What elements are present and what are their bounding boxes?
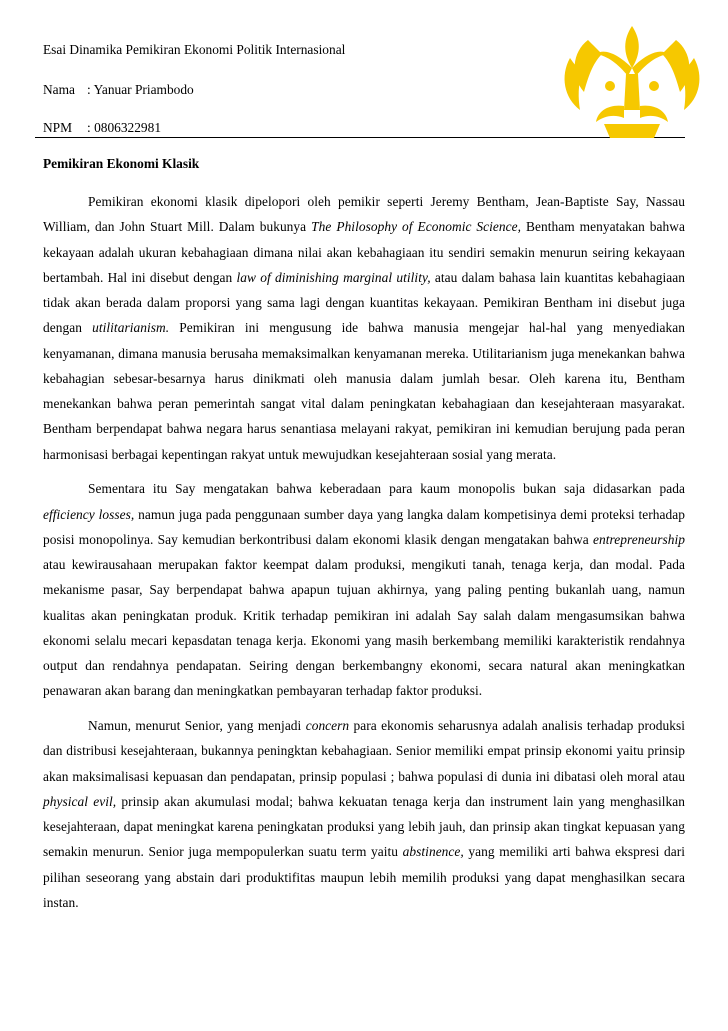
name-value: : Yanuar Priambodo [87,82,194,97]
italic-term: concern [305,718,350,733]
student-npm-line [43,120,161,136]
section-heading: Pemikiran Ekonomi Klasik [43,156,200,171]
paragraph-text: Namun, menurut Senior, yang menjadi [88,718,306,733]
paragraph-text: para ekonomis seharusnya adalah analisis terhadap produksi dan distribusi kesejahteraan, bukannya peningktan kebahagiaan. Senior memiliki empat prinsip ekonomi yaitu prinsip akan maksimalisasi kepuasan dan pendapatan, prinsip populasi ; bahwa populasi di dunia ini dibatasi oleh moral atau [43,718,685,784]
student-name-line [43,82,194,98]
paragraph-text: prinsip akan akumulasi modal; bahwa kekuatan tenaga kerja dan instrument lain yang menghasilkan kesejahteraan, dapat meningkat karena peningkatan produksi yang lebih jauh, dan prinsip akan tingkat kepuasan yang semakin menurun. Senior juga mempopulerkan suatu term yaitu [43,793,685,860]
paragraph-text: yang memiliki arti bahwa ekspresi dari pilihan seseorang yang abstain dari produktifitas maupun lebih memilih produksi yang dapat menghasilkan secara instan. [43,844,685,910]
italic-term: abstinence, [402,844,464,860]
paragraph-text: Pemikiran ekonomi klasik dipelopori oleh pemikir seperti Jeremy Bentham, Jean-Baptiste Say, Nassau William, dan John Stuart Mill. Dalam bukunya [43,194,685,235]
course-title: Esai Dinamika Pemikiran Ekonomi Politik Internasional [43,42,346,57]
paragraph-text: atau dalam bahasa lain kuantitas kebahagiaan tidak akan berada dalam proporsi yang sama lagi dengan kuantitas kekayaan. Pemikiran Bentham ini disebut juga dengan [43,269,685,336]
italic-term: law of diminishing marginal utility, [236,269,431,285]
university-emblem-logo [558,18,706,142]
italic-term: efficiency losses, [43,506,135,522]
italic-term: entrepreneurship [592,531,685,547]
paragraph-text: Pemikiran ini mengusung ide bahwa manusia mengejar hal-hal yang menyediakan kenyamanan, dimana manusia berusaha memaksimalkan kenyamanan mereka. Utilitarianism juga menekankan bahwa kebahagian sebesar-besarnya harus dinikmati oleh manusia dalam jumlah besar. Oleh karena itu, Bentham menekankan bahwa peran pemerintah sangat vital dalam peningkatan kebahagiaan dan kesejahteraan masyarakat. Bentham berpendapat bahwa negara harus senantiasa melayani rakyat, pemikiran ini kemudian berujung pada peran harmonisasi berbagai kepentingan rakyat untuk mewujudkan kesejahteraan sosial yang merata. [43,320,685,462]
npm-value: : 0806322981 [87,120,162,135]
italic-term: physical evil, [43,793,117,809]
npm-label: NPM [43,120,73,135]
paragraph-text: atau kewirausahaan merupakan faktor keempat dalam produksi, mengikuti tanah, tenaga kerja, dan modal. Pada mekanisme pasar, Say berpendapat bahwa apapun tujuan akhirnya, yang paling penting bukanlah uang, namun kualitas akan peningkatan produk. Kritik terhadap pemikiran ini adalah Say salah dalam mengasumsikan bahwa ekonomi selalu mecari kepasdatan tenaga kerja. Ekonomi yang masih berkembang memiliki karakteristik rendahnya output dan rendahnya pendapatan. Seiring dengan berkembangny ekonomi, secara natural akan meningkatkan penawaran akan barang dan meningkatkan pembayaran terhadap faktor produksi. [43,557,685,699]
emblem-shapes [565,26,700,138]
paragraph-text: Sementara itu Say mengatakan bahwa keberadaan para kaum monopolis bukan saja didasarkan pada [88,481,685,497]
essay-paragraph [43,713,685,915]
essay-paragraph [43,189,685,467]
name-label: Nama [43,82,75,97]
paragraph-text: Bentham menyatakan bahwa kekayaan adalah ukuran kebahagiaan dimana nilai akan kebahagiaan itu sendiri semakin menurun seiring kekayaan bertambah. Hal ini disebut dengan [43,219,686,285]
paragraph-text: namun juga pada penggunaan sumber daya yang langka dalam kompetisinya demi proteksi terhadap posisi monopolinya. Say kemudian berkontribusi dalam ekonomi klasik dengan mengatakan bahwa [43,506,685,547]
italic-term: The Philosophy of Economic Science, [311,219,522,235]
essay-body [43,189,685,925]
italic-term: utilitarianism. [92,320,170,336]
essay-paragraph [43,476,685,703]
